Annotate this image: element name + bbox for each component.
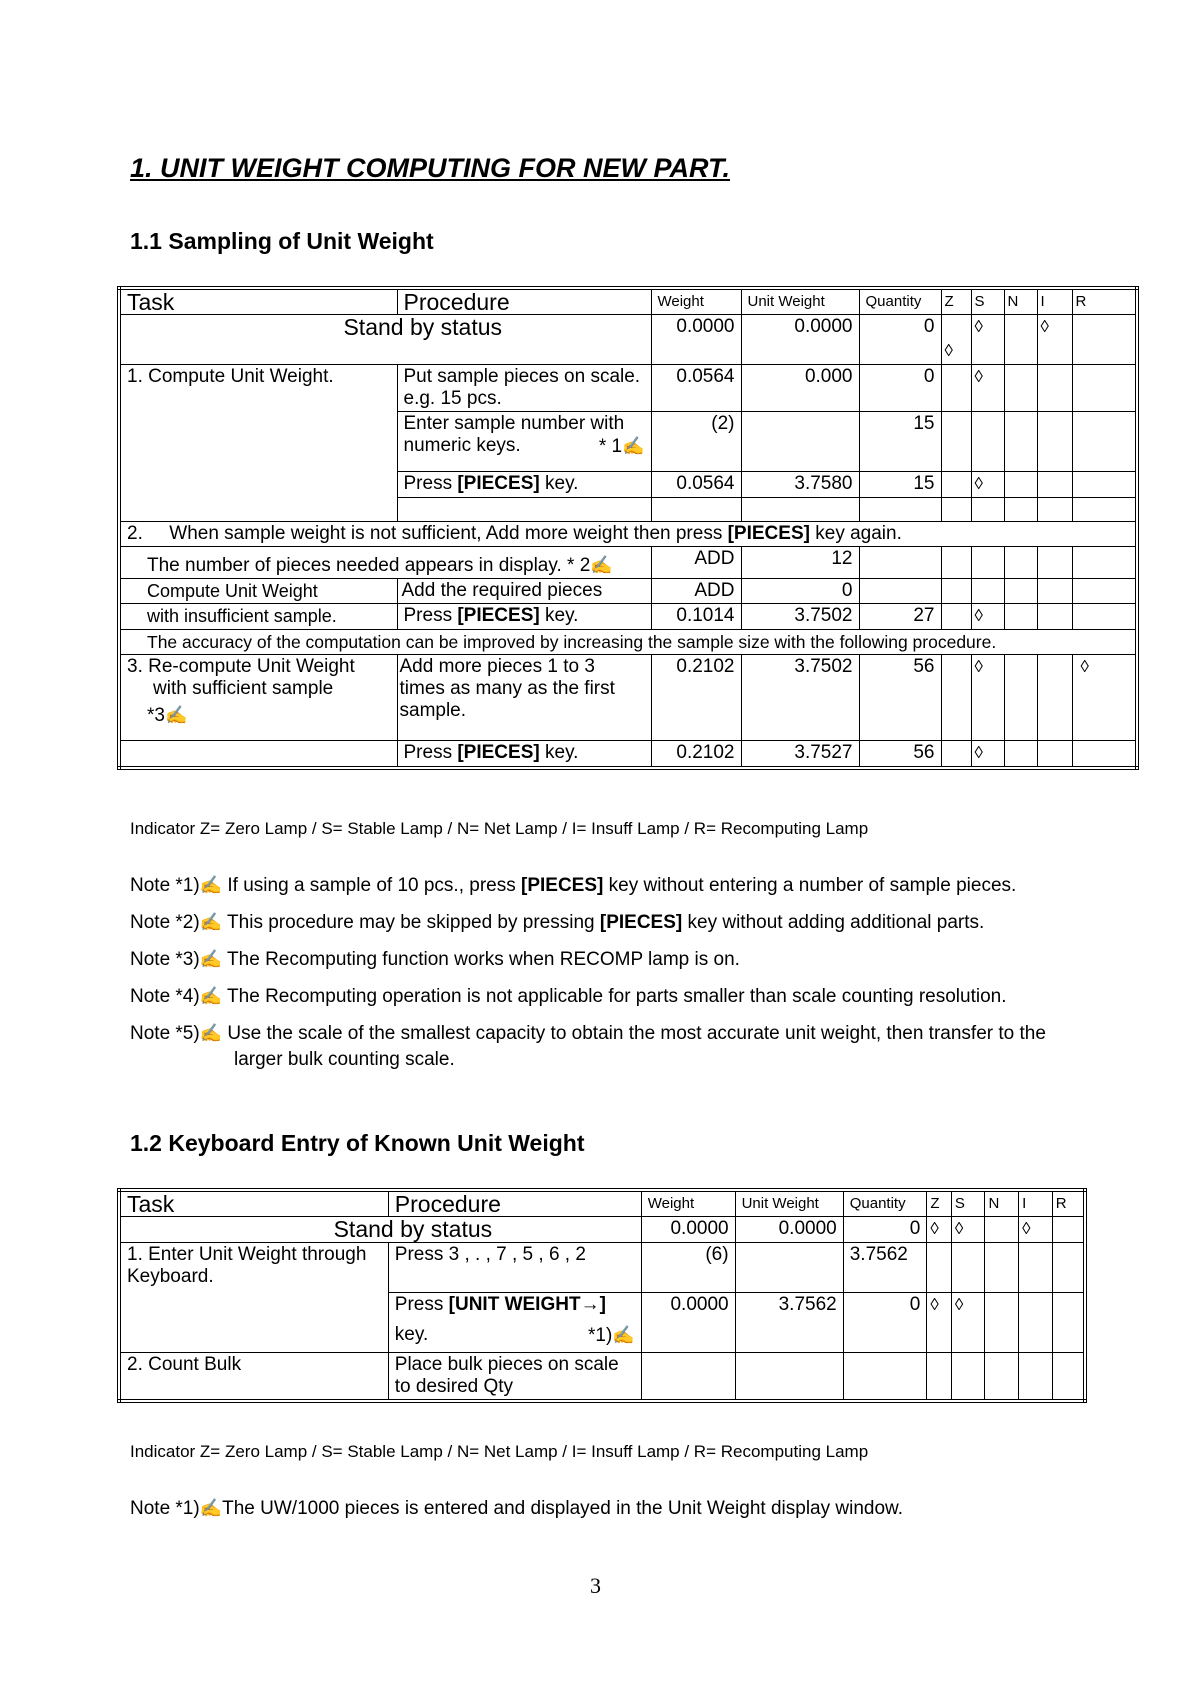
cell-unit-weight: 3.7562	[735, 1293, 843, 1353]
task-cell: Compute Unit Weight	[119, 579, 397, 604]
procedure-cell: Place bulk pieces on scale to desired Qty	[388, 1353, 641, 1402]
lamp-on-icon: ◊	[944, 341, 953, 360]
cell-weight: 0.2102	[651, 741, 741, 769]
insufficient-sample-instruction: 2. When sample weight is not sufficient, Add more weight then press [PIECES] key again.	[119, 522, 1137, 547]
header-n: N	[1004, 288, 1037, 315]
cell-unit-weight: 0.000	[741, 365, 859, 412]
header-i: I	[1019, 1190, 1053, 1217]
cell-weight: ADD	[651, 579, 741, 604]
cell-unit-weight: 3.7527	[741, 741, 859, 769]
procedure-cell: Press [UNIT WEIGHT→] key. *1)✍	[388, 1293, 641, 1353]
procedure-cell: Press [PIECES] key.	[397, 604, 651, 630]
lamp-on-icon: ◊	[974, 743, 983, 762]
pieces-key: [PIECES]	[727, 523, 810, 544]
table-row	[119, 547, 1137, 579]
cell-quantity: 56	[859, 655, 941, 741]
table-row	[119, 522, 1137, 547]
note-2: Note *2)✍ This procedure may be skipped by pressing [PIECES] key without adding additional parts.	[130, 912, 985, 933]
procedure-cell: Press 3 , . , 7 , 5 , 6 , 2	[388, 1243, 641, 1293]
header-procedure: Procedure	[388, 1190, 641, 1217]
cell-quantity: 0	[859, 315, 941, 365]
pieces-needed-text: The number of pieces needed appears in display. * 2✍	[119, 547, 651, 579]
lamp-s	[971, 315, 1004, 365]
header-unit-weight: Unit Weight	[741, 288, 859, 315]
procedure-cell: Add the required pieces	[397, 579, 651, 604]
cell-unit-weight: 3.7580	[741, 472, 859, 498]
keyboard-entry-table	[117, 1188, 1087, 1403]
cell-weight: 0.0000	[651, 315, 741, 365]
cell-weight: (6)	[641, 1243, 735, 1293]
cell-quantity: 0	[843, 1293, 927, 1353]
sampling-table	[117, 286, 1139, 770]
header-r: R	[1072, 288, 1137, 315]
procedure-cell: Put sample pieces on scale. e.g. 15 pcs.	[397, 365, 651, 412]
header-quantity: Quantity	[859, 288, 941, 315]
cell-weight: 0.1014	[651, 604, 741, 630]
cell-unit-weight: 3.7502	[741, 655, 859, 741]
lamp-on-icon: ◊	[1080, 657, 1089, 676]
page-title: 1. UNIT WEIGHT COMPUTING FOR NEW PART.	[130, 153, 730, 183]
header-z: Z	[927, 1190, 951, 1217]
indicator-legend: Indicator Z= Zero Lamp / S= Stable Lamp / N= Net Lamp / I= Insuff Lamp / R= Recomputing Lamp	[130, 819, 869, 838]
header-task: Task	[119, 288, 397, 315]
section-heading-sampling: 1.1 Sampling of Unit Weight	[130, 228, 434, 254]
lamp-s	[971, 604, 1004, 630]
page-number: 3	[590, 1573, 601, 1598]
lamp-on-icon: ◊	[1040, 317, 1049, 336]
lamp-r	[1072, 315, 1137, 365]
cell-quantity: 15	[859, 412, 941, 472]
pen-icon: ✍	[199, 949, 223, 969]
lamp-n	[1004, 315, 1037, 365]
task-enter-unit-weight: 1. Enter Unit Weight through Keyboard.	[119, 1243, 388, 1353]
procedure-cell: Press [PIECES] key.	[397, 472, 651, 498]
note-ref: * 1✍	[598, 436, 645, 457]
note-1: Note *1)✍ If using a sample of 10 pcs., press [PIECES] key without entering a number of sample pieces.	[130, 875, 1017, 896]
section-heading-keyboard-entry: 1.2 Keyboard Entry of Known Unit Weight	[130, 1130, 585, 1156]
lamp-on-icon: ◊	[930, 1219, 939, 1238]
header-weight: Weight	[651, 288, 741, 315]
header-n: N	[985, 1190, 1019, 1217]
header-quantity: Quantity	[843, 1190, 927, 1217]
lamp-r	[1072, 655, 1137, 741]
table-row	[119, 579, 1137, 604]
cell-unit-weight: 0	[741, 579, 859, 604]
pen-icon: ✍	[199, 875, 223, 895]
table-row	[119, 655, 1137, 741]
cell-quantity: 56	[859, 741, 941, 769]
task-count-bulk: 2. Count Bulk	[119, 1353, 388, 1402]
procedure-cell	[397, 412, 651, 472]
lamp-z	[941, 315, 971, 365]
pen-icon: ✍	[622, 436, 645, 456]
lamp-i	[1019, 1217, 1053, 1243]
header-task: Task	[119, 1190, 388, 1217]
note-keyboard-1: Note *1)✍The UW/1000 pieces is entered and displayed in the Unit Weight display window.	[130, 1498, 903, 1519]
lamp-on-icon: ◊	[974, 474, 983, 493]
header-procedure: Procedure	[397, 288, 651, 315]
pieces-key: [PIECES]	[457, 605, 540, 626]
pen-icon: ✍	[590, 555, 613, 575]
cell-weight: ADD	[651, 547, 741, 579]
lamp-s	[971, 365, 1004, 412]
lamp-z	[927, 1293, 951, 1353]
header-r: R	[1052, 1190, 1085, 1217]
cell-weight: 0.0000	[641, 1217, 735, 1243]
table-header-row	[119, 288, 1137, 315]
note-4: Note *4)✍ The Recomputing operation is not applicable for parts smaller than scale counting resolution.	[130, 986, 1007, 1007]
cell-unit-weight: 12	[741, 547, 859, 579]
lamp-on-icon: ◊	[974, 367, 983, 386]
cell-weight: 0.0000	[641, 1293, 735, 1353]
lamp-on-icon: ◊	[1022, 1219, 1031, 1238]
table-row	[119, 604, 1137, 630]
table-row	[119, 741, 1137, 769]
header-unit-weight: Unit Weight	[735, 1190, 843, 1217]
header-z: Z	[941, 288, 971, 315]
lamp-s	[951, 1217, 985, 1243]
header-weight: Weight	[641, 1190, 735, 1217]
table-row	[119, 315, 1137, 365]
lamp-on-icon: ◊	[974, 657, 983, 676]
pen-icon: ✍	[199, 1498, 223, 1518]
lamp-on-icon: ◊	[954, 1295, 964, 1314]
pen-icon: ✍	[164, 705, 188, 725]
pen-icon: ✍	[199, 912, 223, 932]
header-i: I	[1037, 288, 1072, 315]
cell-weight: 0.2102	[651, 655, 741, 741]
table-row	[119, 1353, 1085, 1402]
cell-quantity: 3.7562	[843, 1243, 927, 1293]
cell-unit-weight: 0.0000	[735, 1217, 843, 1243]
table-header-row	[119, 1190, 1085, 1217]
lamp-s	[951, 1293, 985, 1353]
table-row	[119, 365, 1137, 412]
cell-quantity: 27	[859, 604, 941, 630]
indicator-legend: Indicator Z= Zero Lamp / S= Stable Lamp / N= Net Lamp / I= Insuff Lamp / R= Recomputing Lamp	[130, 1442, 869, 1461]
cell-weight: 0.0564	[651, 365, 741, 412]
cell-quantity: 0	[859, 365, 941, 412]
task-recompute: 3. Re-compute Unit Weight with sufficient sample *3✍	[119, 655, 397, 741]
pieces-key: [PIECES]	[457, 473, 540, 494]
cell-unit-weight: 3.7502	[741, 604, 859, 630]
standby-label: Stand by status	[119, 315, 651, 365]
lamp-on-icon: ◊	[974, 317, 983, 336]
table-row	[119, 1243, 1085, 1293]
note-5: Note *5)✍ Use the scale of the smallest capacity to obtain the most accurate unit weight, then transfer to the larger bulk counting scale.	[130, 1023, 1046, 1070]
cell-unit-weight: 0.0000	[741, 315, 859, 365]
pen-icon: ✍	[199, 1023, 223, 1043]
pen-icon: ✍	[612, 1325, 635, 1345]
procedure-cell: Add more pieces 1 to 3 times as many as the first sample.	[397, 655, 651, 741]
procedure-text: Enter sample number with numeric keys.	[403, 413, 625, 456]
task-compute-unit-weight: 1. Compute Unit Weight.	[119, 365, 397, 522]
lamp-s	[971, 472, 1004, 498]
lamp-s	[971, 741, 1004, 769]
cell-quantity: 15	[859, 472, 941, 498]
header-s: S	[951, 1190, 985, 1217]
lamp-on-icon: ◊	[974, 606, 983, 625]
standby-label: Stand by status	[119, 1217, 641, 1243]
unit-weight-key: [UNIT WEIGHT→]	[448, 1294, 606, 1315]
procedure-cell: Press [PIECES] key.	[397, 741, 651, 769]
lamp-i	[1037, 315, 1072, 365]
lamp-on-icon: ◊	[954, 1219, 964, 1238]
cell-quantity: 0	[843, 1217, 927, 1243]
cell-weight: (2)	[651, 412, 741, 472]
table-row	[119, 630, 1137, 655]
table-row	[119, 1217, 1085, 1243]
cell-weight: 0.0564	[651, 472, 741, 498]
header-s: S	[971, 288, 1004, 315]
lamp-on-icon: ◊	[930, 1295, 939, 1314]
note-3: Note *3)✍ The Recomputing function works when RECOMP lamp is on.	[130, 949, 740, 970]
lamp-z	[927, 1217, 951, 1243]
lamp-s	[971, 655, 1004, 741]
note-ref: *1)✍	[588, 1325, 635, 1346]
task-cell: with insufficient sample.	[119, 604, 397, 630]
pieces-key: [PIECES]	[457, 742, 540, 763]
pen-icon: ✍	[199, 986, 223, 1006]
accuracy-note: The accuracy of the computation can be improved by increasing the sample size with the following procedure.	[119, 630, 1137, 655]
